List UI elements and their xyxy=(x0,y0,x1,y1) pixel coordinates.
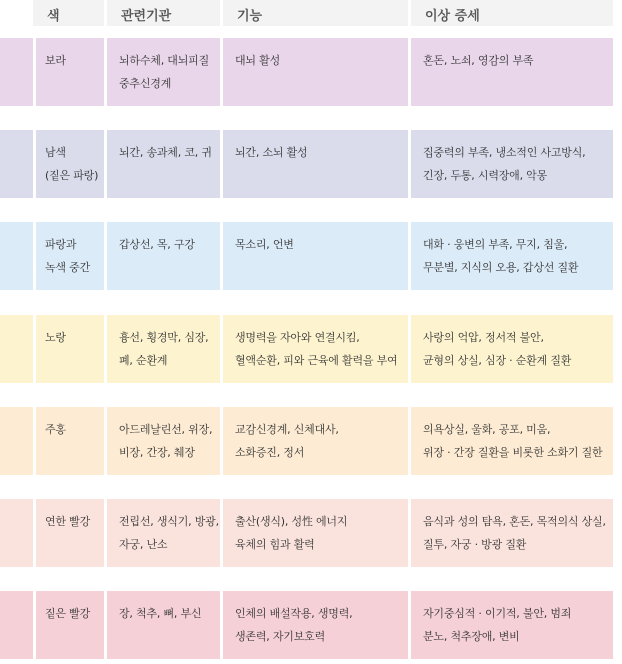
cell-organs xyxy=(107,591,220,659)
cell-text-line: 뇌간, 소뇌 활성 xyxy=(235,146,308,159)
cell-color xyxy=(33,315,104,383)
header-cell-color xyxy=(33,0,104,26)
cell-text-line: 비장, 간장, 췌장 xyxy=(119,446,195,459)
cell-text-line: 생명력을 자아와 연결시킴, xyxy=(235,331,360,344)
cell-text-line: 음식과 성의 탐욕, 혼돈, 목적의식 상실, xyxy=(423,515,606,528)
cell-text-line: 분노, 척추장애, 변비 xyxy=(423,630,520,643)
cell-symptoms xyxy=(411,499,613,567)
cell-text-line: 교감신경계, 신체대사, xyxy=(235,423,339,436)
cell-function xyxy=(223,407,408,475)
table-row xyxy=(0,130,613,198)
cell-text-line: 육체의 힘과 활력 xyxy=(235,538,315,551)
cell-color xyxy=(33,591,104,659)
cell-text-line: 연한 빨강 xyxy=(45,515,91,528)
cell-text-line: 중추신경계 xyxy=(119,77,172,90)
table-row xyxy=(0,315,613,383)
cell-color xyxy=(33,130,104,198)
cell-text-line: 위장 · 간장 질환을 비롯한 소화기 질한 xyxy=(423,446,603,459)
cell-text-line: 자궁, 난소 xyxy=(119,538,168,551)
cell-text-line: 혼돈, 노쇠, 영감의 부족 xyxy=(423,54,534,67)
cell-symptoms xyxy=(411,38,613,106)
cell-text-line: 보라 xyxy=(45,54,66,67)
cell-text-line: 목소리, 언변 xyxy=(235,238,294,251)
cell-function xyxy=(223,222,408,290)
header-symptoms-label: 이상 증세 xyxy=(425,9,480,24)
cell-color xyxy=(33,38,104,106)
cell-organs xyxy=(107,38,220,106)
cell-function xyxy=(223,499,408,567)
header-color-label: 색 xyxy=(47,9,60,24)
cell-text-line: 짙은 빨강 xyxy=(45,607,91,620)
cell-function xyxy=(223,38,408,106)
cell-symptoms xyxy=(411,130,613,198)
cell-text-line: 장, 척추, 뼈, 부신 xyxy=(119,607,202,620)
cell-organs xyxy=(107,130,220,198)
table-row xyxy=(0,38,613,106)
cell-text-line: 의욕상실, 울화, 공포, 미움, xyxy=(423,423,551,436)
cell-text-line: 생존력, 자기보호력 xyxy=(235,630,326,643)
cell-text-line: 녹색 중간 xyxy=(45,261,91,274)
cell-text-line: 혈액순환, 피와 근육에 활력을 부여 xyxy=(235,354,398,367)
cell-text-line: 출산(생식), 성性 에너지 xyxy=(235,515,348,528)
cell-text-line: 자기중심적 · 이기적, 불안, 범죄 xyxy=(423,607,572,620)
cell-organs xyxy=(107,499,220,567)
cell-text-line: (짙은 파랑) xyxy=(45,169,99,182)
cell-text-line: 집중력의 부족, 냉소적인 사고방식, xyxy=(423,146,586,159)
table-row xyxy=(0,222,613,290)
cell-function xyxy=(223,315,408,383)
cell-organs xyxy=(107,315,220,383)
cell-organs xyxy=(107,222,220,290)
cell-text-line: 사랑의 억압, 정서적 불안, xyxy=(423,331,544,344)
cell-text-line: 균형의 상실, 심장 · 순환계 질환 xyxy=(423,354,572,367)
cell-text-line: 무분별, 지식의 오용, 갑상선 질환 xyxy=(423,261,579,274)
cell-color xyxy=(33,407,104,475)
cell-text-line: 갑상선, 목, 구강 xyxy=(119,238,195,251)
cell-text-line: 폐, 순환계 xyxy=(119,354,168,367)
header-organs-label: 관련기관 xyxy=(121,9,172,24)
cell-text-line: 대화 · 웅변의 부족, 무지, 침울, xyxy=(423,238,568,251)
cell-text-line: 주홍 xyxy=(45,423,66,436)
cell-text-line: 남색 xyxy=(45,146,66,159)
header-cell-organs xyxy=(107,0,220,26)
cell-color xyxy=(33,222,104,290)
cell-text-line: 대뇌 활성 xyxy=(235,54,281,67)
cell-symptoms xyxy=(411,407,613,475)
cell-text-line: 노랑 xyxy=(45,331,66,344)
cell-text-line: 인체의 배설작용, 생명력, xyxy=(235,607,353,620)
table-row xyxy=(0,407,613,475)
header-function-label: 기능 xyxy=(237,9,263,24)
cell-function xyxy=(223,591,408,659)
cell-text-line: 뇌간, 송과체, 코, 귀 xyxy=(119,146,212,159)
cell-text-line: 아드레날린선, 위장, xyxy=(119,423,213,436)
cell-text-line: 전립선, 생식기, 방광, xyxy=(119,515,219,528)
cell-organs xyxy=(107,407,220,475)
cell-symptoms xyxy=(411,591,613,659)
cell-symptoms xyxy=(411,222,613,290)
header-cell-function xyxy=(223,0,408,26)
cell-function xyxy=(223,130,408,198)
cell-symptoms xyxy=(411,315,613,383)
cell-text-line: 소화증진, 정서 xyxy=(235,446,305,459)
header-cell-symptoms xyxy=(411,0,613,26)
cell-text-line: 뇌하수체, 대뇌피질 xyxy=(119,54,210,67)
cell-text-line: 긴장, 두통, 시력장애, 악몽 xyxy=(423,169,548,182)
table-row xyxy=(0,499,613,567)
table-row xyxy=(0,591,613,659)
cell-text-line: 파랑과 xyxy=(45,238,77,251)
cell-color xyxy=(33,499,104,567)
cell-text-line: 흉선, 횡경막, 심장, xyxy=(119,331,209,344)
cell-text-line: 질투, 자궁 · 방광 질환 xyxy=(423,538,527,551)
